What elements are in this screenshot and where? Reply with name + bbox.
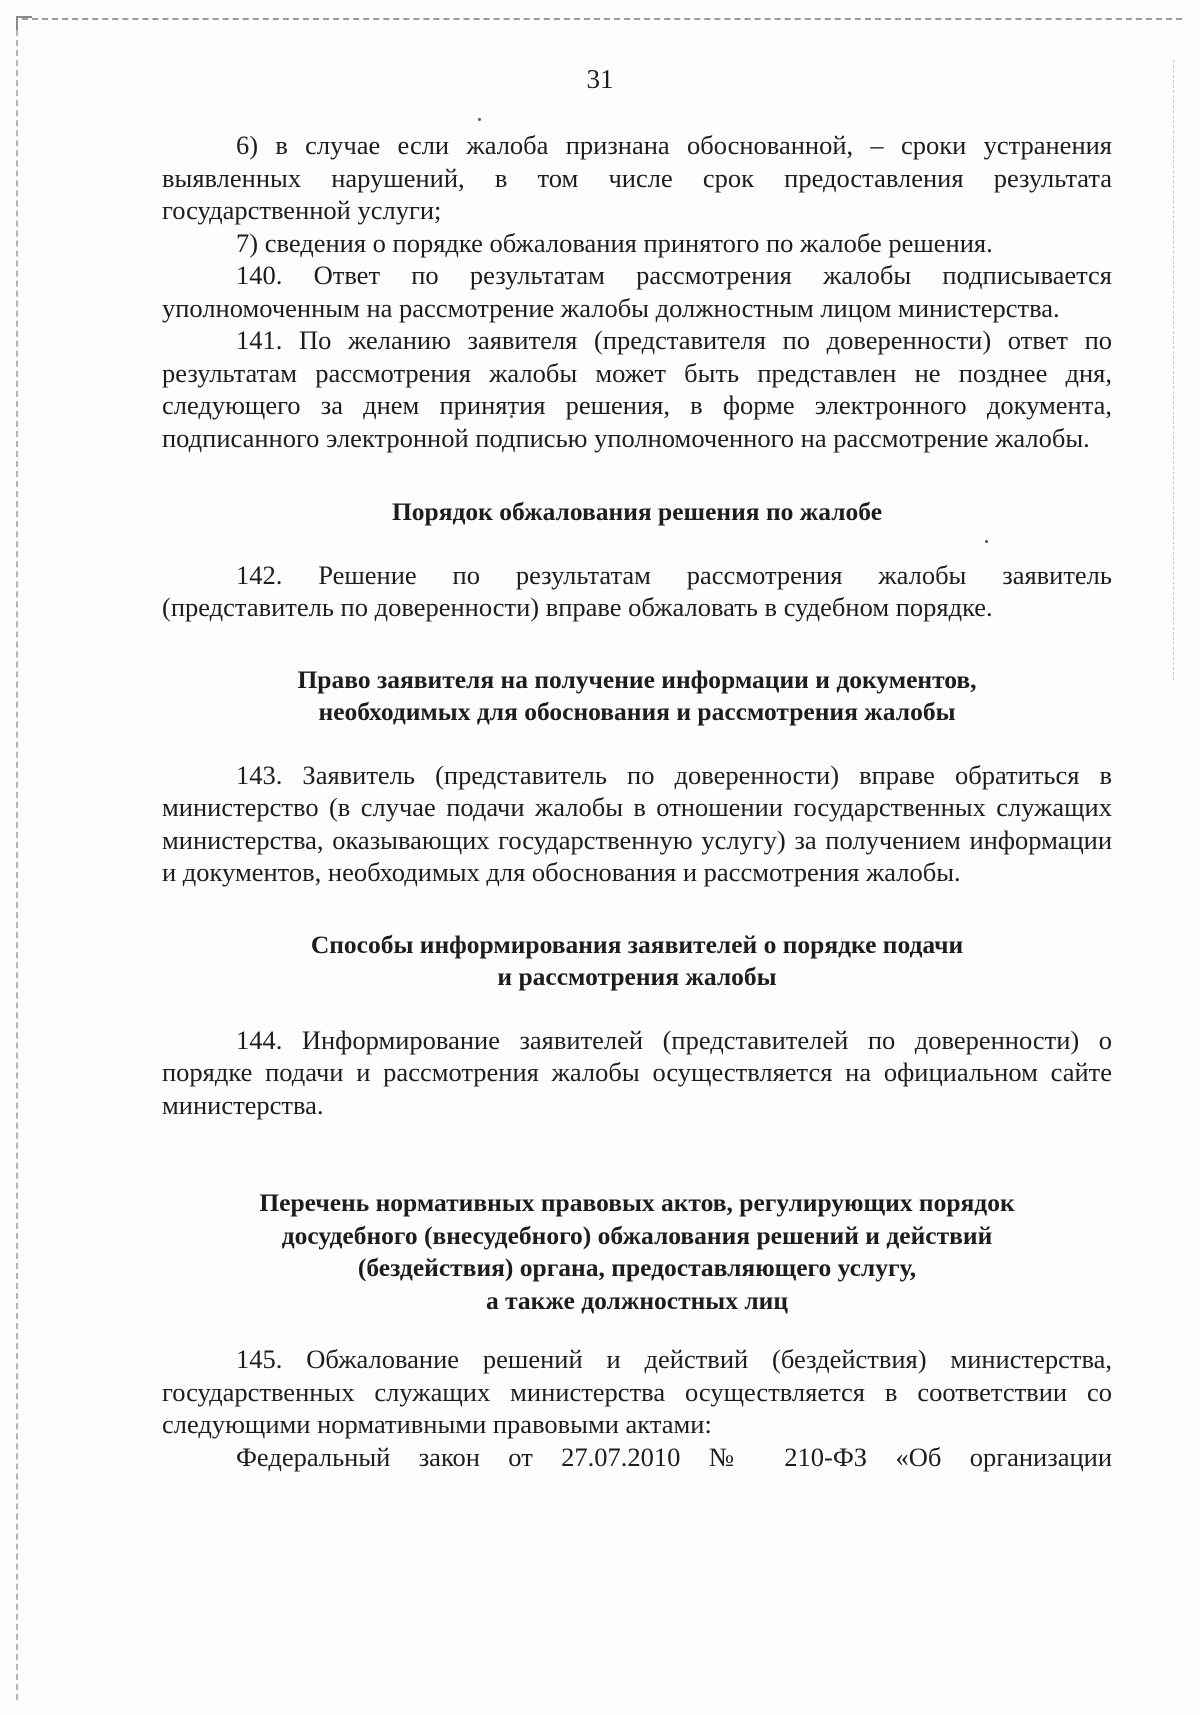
paragraph-140: 140. Ответ по результатам рассмотрения жалобы подписывается уполномоченным на рассмотрение жалобы должностным лицом министерства.	[162, 260, 1112, 323]
heading-line: досудебного (внесудебного) обжалования решений и действий	[281, 1220, 993, 1250]
heading-line: Перечень нормативных правовых актов, регулирующих порядок	[259, 1188, 1015, 1217]
heading-line: Порядок обжалования решения по жалобе	[391, 497, 883, 526]
section-heading	[162, 664, 1112, 729]
paragraph-143: 143. Заявитель (представитель по доверенности) вправе обратиться в министерство (в случае подачи жалобы в отношении государственных служащих министерства, оказывающих государственную услугу) за получением информации и документов, необходимых для обоснования и рассмотрения жалобы.	[162, 759, 1112, 887]
paragraph-6: 6) в случае если жалоба признана обоснованной, – сроки устранения выявленных нарушений, в том числе срок предоставления результата государственной услуги;	[162, 130, 1112, 225]
scan-border-top	[22, 18, 1182, 20]
paragraph-144: 144. Информирование заявителей (представителей по доверенности) о порядке подачи и рассмотрения жалобы осуществляется на официальном сайте министерства.	[162, 1024, 1112, 1120]
section-heading	[162, 929, 1112, 994]
paragraph-federal-law: Федеральный закон от 27.07.2010 № 210-ФЗ «Об организации	[236, 1441, 1112, 1472]
heading-line: необходимых для обоснования и рассмотрения жалобы	[318, 697, 956, 726]
heading-line: Право заявителя на получение информации и документов,	[297, 664, 977, 694]
heading-line: и рассмотрения жалобы	[497, 962, 777, 991]
paragraph-7: 7) сведения о порядке обжалования принятого по жалобе решения.	[236, 227, 993, 258]
paragraph-142: 142. Решение по результатам рассмотрения жалобы заявитель (представитель по доверенности) вправе обжаловать в судебном порядке.	[162, 559, 1112, 622]
paragraph-145: 145. Обжалование решений и действий (бездействия) министерства, государственных служащих министерства осуществляется в соответствии со следующими нормативными правовыми актами:	[162, 1344, 1112, 1439]
heading-line: а также должностных лиц	[485, 1285, 789, 1315]
scan-border-left	[16, 30, 18, 1700]
document-body	[162, 129, 1112, 1473]
section-heading	[162, 1187, 1112, 1317]
scan-speck	[478, 118, 481, 121]
section-heading	[162, 496, 1112, 529]
heading-line: (бездействия) органа, предоставляющего услугу,	[357, 1253, 917, 1282]
heading-line: Способы информирования заявителей о порядке подачи	[310, 929, 964, 959]
scan-border-right	[1173, 60, 1174, 680]
page-number: 31	[586, 64, 614, 94]
paragraph-141: 141. По желанию заявителя (представителя по доверенности) ответ по результатам рассмотрения жалобы может быть представлен не позднее дня, следующего за днем принятия решения, в форме электронного документа, подписанного электронной подписью уполномоченного на рассмотрение жалобы.	[162, 325, 1112, 453]
